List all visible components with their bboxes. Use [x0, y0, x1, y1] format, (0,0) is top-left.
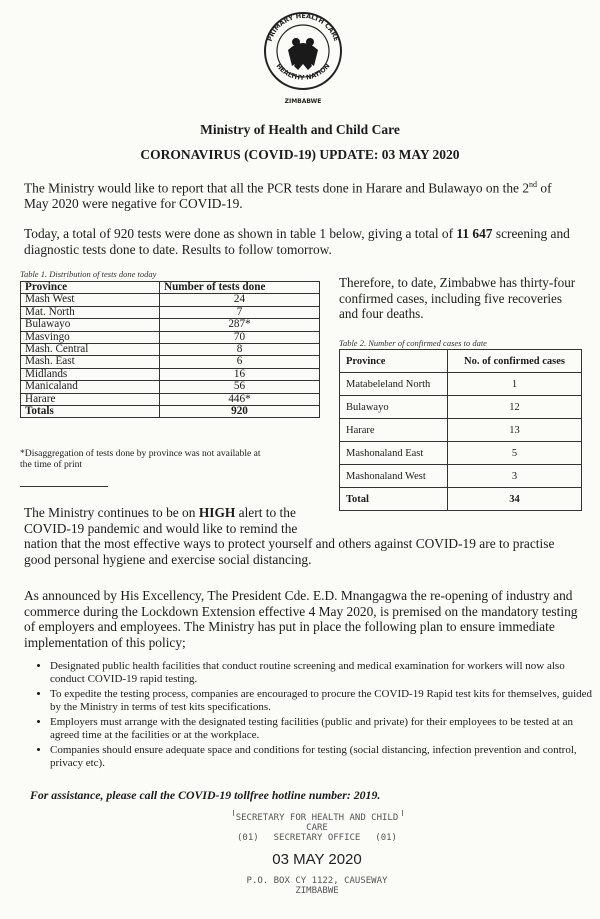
svg-text:PRIMARY HEALTH CARE	[266, 12, 341, 42]
table-row: Harare 13	[340, 419, 582, 442]
column-header-tests: Number of tests done	[160, 282, 320, 294]
ministry-seal	[258, 6, 348, 110]
intro-paragraph-1: The Ministry would like to report that all the PCR tests done in Harare and Bulawayo on the 2nd of May 2020 were negative for COVID-19.	[24, 180, 552, 211]
stamp-date: 03 MAY 2020	[272, 851, 362, 868]
seal-top-text: PRIMARY HEALTH CARE	[265, 11, 341, 43]
table-row: Masvingo 70	[21, 331, 320, 343]
intro-paragraph-2: Today, a total of 920 tests were done as shown in table 1 below, giving a total of 11 647 screening and diagnostic tests done to date. Results to follow tomorrow.	[24, 226, 570, 257]
list-item: • Companies should ensure adequate space and conditions for testing (social distancing, infection prevention and control, privacy etc).	[50, 744, 598, 770]
cases-table	[339, 349, 582, 511]
table-total-row: Total 34	[340, 488, 582, 511]
table1-caption: Table 1. Distribution of tests done today	[20, 269, 157, 279]
table-row: Harare 446*	[21, 393, 320, 405]
table2-caption: Table 2. Number of confirmed cases to date	[339, 338, 487, 348]
svg-text:HEALTHY NATION	[274, 62, 331, 82]
ministry-name: Ministry of Health and Child Care	[200, 122, 400, 137]
list-item: • Employers must arrange with the designated testing facilities (public and private) for their employees to be tested at an agreed time at the facilities or at the workplace.	[50, 716, 598, 742]
table-row: Manicaland 56	[21, 381, 320, 393]
table-row: Mashonaland West 3	[340, 465, 582, 488]
column-header-cases: No. of confirmed cases	[448, 350, 582, 373]
table-row: Mash. Central 8	[21, 344, 320, 356]
hotline-notice: For assistance, please call the COVID-19 tollfree hotline number: 2019.	[30, 788, 381, 802]
list-item: • Designated public health facilities that conduct routine screening and medical examination for workers will now also conduct COVID-19 rapid testing.	[50, 660, 598, 686]
table-row: Mat. North 7	[21, 306, 320, 318]
alert-paragraph: The Ministry continues to be on HIGH alert to the COVID-19 pandemic and would like to remind the nation that the most effective ways to protect yourself and others against COVID-19 are to practise good personal hygiene and exercise social distancing.	[24, 505, 555, 567]
table1-footnote: *Disaggregation of tests done by province was not available at the time of print	[20, 448, 261, 470]
table-row: Matabeleland North 1	[340, 373, 582, 396]
seal-bottom-text: HEALTHY NATION	[274, 61, 332, 82]
announcement-paragraph: As announced by His Excellency, The President Cde. E.D. Mnangagwa the re-opening of industry and commerce during the Lockdown Extension effective 4 May 2020, is premised on the mandatory testing of employers and employees. The Ministry has put in place the following plan to ensure immediate implementation of this policy;	[24, 588, 578, 650]
table-row: Bulawayo 287*	[21, 319, 320, 331]
tests-table	[20, 281, 320, 418]
seal-subtext: ZIMBABWE	[284, 98, 322, 105]
table-row: Midlands 16	[21, 368, 320, 380]
table-row: Mash West 24	[21, 294, 320, 306]
divider	[20, 486, 108, 487]
column-header-province: Province	[340, 350, 448, 373]
official-stamp: SECRETARY FOR HEALTH AND CHILD CARE (01) SECRETARY OFFICE (01) 03 MAY 2020 P.O. BOX CY 1122, CAUSEWAY ZIMBABWE	[233, 810, 401, 914]
confirmed-cases-summary: Therefore, to date, Zimbabwe has thirty-four confirmed cases, including five recoveries and four deaths.	[339, 275, 576, 321]
table-row: Mashonaland East 5	[340, 442, 582, 465]
table-row: Mash. East 6	[21, 356, 320, 368]
plan-list	[32, 660, 598, 772]
table-header-row	[340, 350, 582, 373]
table-header-row	[21, 282, 320, 294]
list-item: • To expedite the testing process, companies are encouraged to procure the COVID-19 Rapid test kits for themselves, guided by the Ministry in terms of test kits specifications.	[50, 688, 598, 714]
table-row: Bulawayo 12	[340, 396, 582, 419]
table-total-row: Totals 920	[21, 406, 320, 418]
update-title: CORONAVIRUS (COVID-19) UPDATE: 03 MAY 2020	[140, 147, 460, 162]
column-header-province: Province	[21, 282, 160, 294]
